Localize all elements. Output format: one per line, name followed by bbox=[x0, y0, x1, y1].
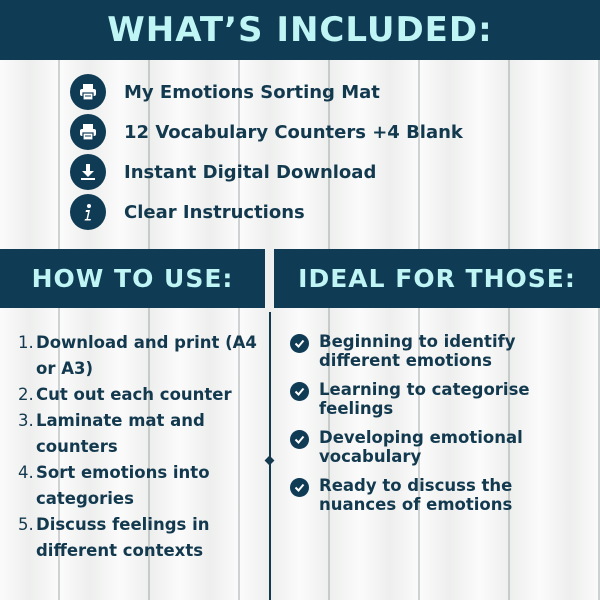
list-item bbox=[18, 382, 268, 408]
printer-icon bbox=[70, 74, 106, 110]
list-item bbox=[18, 408, 268, 460]
included-item bbox=[70, 112, 463, 152]
step-text: Download and print (A4 or A3) bbox=[36, 333, 257, 378]
ideal-item-text: Developing emotional vocabulary bbox=[319, 428, 523, 466]
list-item bbox=[290, 476, 590, 514]
ideal-item-text: Learning to categorise feelings bbox=[319, 380, 530, 418]
check-circle-icon bbox=[290, 382, 309, 401]
step-number: 2. bbox=[18, 385, 34, 404]
ideal-item-text: Beginning to identify different emotions bbox=[319, 332, 516, 370]
whats-included-heading: WHAT’S INCLUDED: bbox=[0, 0, 600, 60]
included-item-label: My Emotions Sorting Mat bbox=[124, 81, 380, 103]
how-to-use-list bbox=[18, 330, 268, 564]
step-number: 4. bbox=[18, 463, 34, 482]
ideal-item-text: Ready to discuss the nuances of emotions bbox=[319, 476, 513, 514]
step-text: Discuss feelings in different contexts bbox=[36, 515, 210, 560]
list-item bbox=[18, 460, 268, 512]
step-number: 3. bbox=[18, 411, 34, 430]
check-circle-icon bbox=[290, 334, 309, 353]
ideal-for-list bbox=[290, 332, 590, 524]
download-icon bbox=[70, 154, 106, 190]
list-item bbox=[18, 330, 268, 382]
info-icon bbox=[70, 194, 106, 230]
list-item bbox=[18, 512, 268, 564]
included-item bbox=[70, 152, 463, 192]
step-number: 1. bbox=[18, 333, 34, 352]
included-item-label: Instant Digital Download bbox=[124, 161, 377, 183]
included-item bbox=[70, 192, 463, 232]
step-text: Sort emotions into categories bbox=[36, 463, 210, 508]
ideal-for-heading: IDEAL FOR THOSE: bbox=[274, 249, 600, 308]
included-item-label: Clear Instructions bbox=[124, 201, 305, 223]
step-number: 5. bbox=[18, 515, 34, 534]
printer-icon bbox=[70, 114, 106, 150]
included-item bbox=[70, 72, 463, 112]
check-circle-icon bbox=[290, 430, 309, 449]
check-circle-icon bbox=[290, 478, 309, 497]
list-item bbox=[290, 380, 590, 418]
included-list bbox=[70, 72, 463, 232]
step-text: Laminate mat and counters bbox=[36, 411, 205, 456]
list-item bbox=[290, 428, 590, 466]
list-item bbox=[290, 332, 590, 370]
step-text: Cut out each counter bbox=[36, 385, 232, 404]
included-item-label: 12 Vocabulary Counters +4 Blank bbox=[124, 121, 463, 143]
how-to-use-heading: HOW TO USE: bbox=[0, 249, 265, 308]
